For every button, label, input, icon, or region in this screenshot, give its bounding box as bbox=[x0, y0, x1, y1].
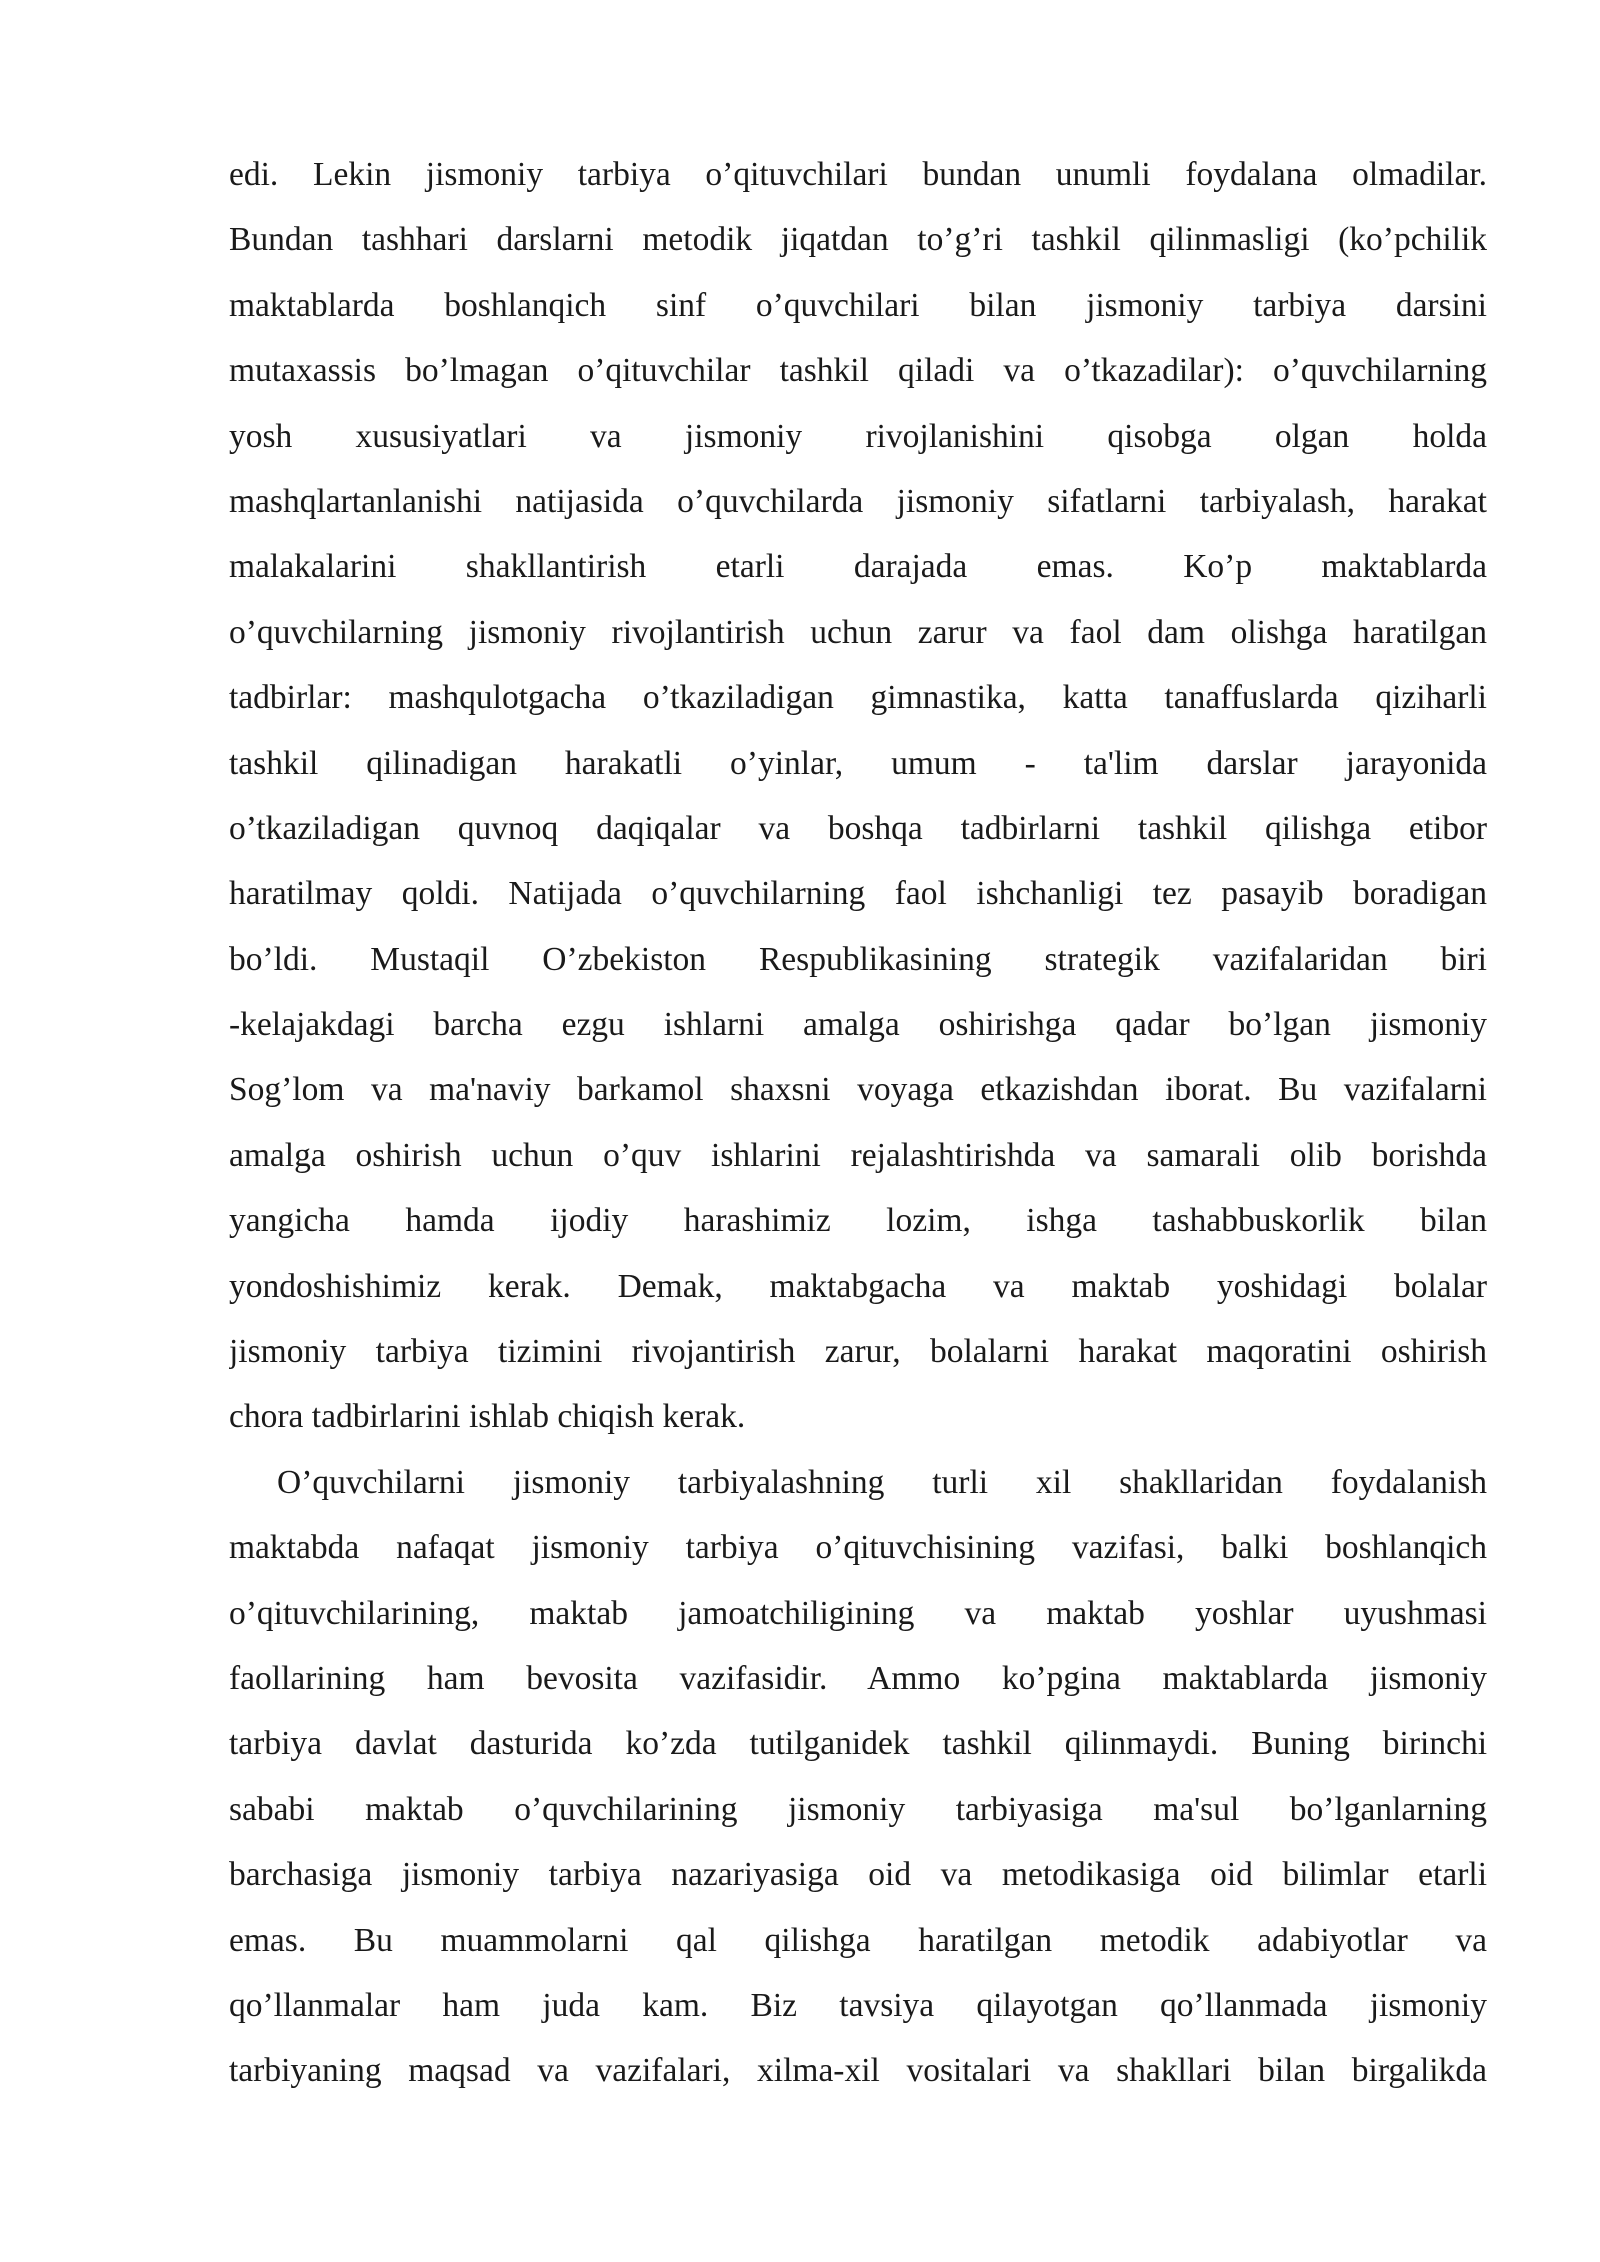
paragraph-first-line: O’quvchilarni jismoniy tarbiyalashning turli xil shakllaridan foydalanish bbox=[277, 1463, 1487, 1501]
text-line: tashkil qilinadigan harakatli o’yinlar, umum - ta'lim darslar jarayonida bbox=[229, 744, 1487, 782]
text-line: tarbiyaning maqsad va vazifalari, xilma-xil vositalari va shakllari bilan birgalikda bbox=[229, 2052, 1487, 2090]
text-line: barchasiga jismoniy tarbiya nazariyasiga oid va metodikasiga oid bilimlar etarli bbox=[229, 1856, 1487, 1894]
text-line: emas. Bu muammolarni qal qilishga haratilgan metodik adabiyotlar va bbox=[229, 1921, 1487, 1959]
text-line: yondoshishimiz kerak. Demak, maktabgacha va maktab yoshidagi bolalar bbox=[229, 1267, 1487, 1305]
text-line: Bundan tashhari darslarni metodik jiqatdan to’g’ri tashkil qilinmasligi (ko’pchilik bbox=[229, 221, 1487, 259]
text-line: Sog’lom va ma'naviy barkamol shaxsni voyaga etkazishdan iborat. Bu vazifalarni bbox=[229, 1071, 1487, 1109]
text-line: tadbirlar: mashqulotgacha o’tkaziladigan gimnastika, katta tanaffuslarda qiziharli bbox=[229, 679, 1487, 717]
text-line: o’qituvchilarining, maktab jamoatchiligining va maktab yoshlar uyushmasi bbox=[229, 1594, 1487, 1632]
text-line: sababi maktab o’quvchilarining jismoniy tarbiyasiga ma'sul bo’lganlarning bbox=[229, 1790, 1487, 1828]
text-line: maktabda nafaqat jismoniy tarbiya o’qituvchisining vazifasi, balki boshlanqich bbox=[229, 1529, 1487, 1567]
document-body bbox=[229, 142, 1487, 2104]
text-line: -kelajakdagi barcha ezgu ishlarni amalga oshirishga qadar bo’lgan jismoniy bbox=[229, 1006, 1487, 1044]
text-line: bo’ldi. Mustaqil O’zbekiston Respublikasining strategik vazifalaridan biri bbox=[229, 940, 1487, 978]
text-line: malakalarini shakllantirish etarli darajada emas. Ko’p maktablarda bbox=[229, 548, 1487, 586]
text-line: yangicha hamda ijodiy harashimiz lozim, ishga tashabbuskorlik bilan bbox=[229, 1202, 1487, 1240]
text-line: amalga oshirish uchun o’quv ishlarini rejalashtirishda va samarali olib borishda bbox=[229, 1136, 1487, 1174]
text-line: o’quvchilarning jismoniy rivojlantirish uchun zarur va faol dam olishga haratilgan bbox=[229, 613, 1487, 651]
text-line: faollarining ham bevosita vazifasidir. Ammo ko’pgina maktablarda jismoniy bbox=[229, 1659, 1487, 1697]
text-line: yosh xususiyatlari va jismoniy rivojlanishini qisobga olgan holda bbox=[229, 417, 1487, 455]
text-line: mutaxassis bo’lmagan o’qituvchilar tashkil qiladi va o’tkazadilar): o’quvchilarning bbox=[229, 352, 1487, 390]
text-line: haratilmay qoldi. Natijada o’quvchilarning faol ishchanligi tez pasayib boradigan bbox=[229, 875, 1487, 913]
text-line: qo’llanmalar ham juda kam. Biz tavsiya qilayotgan qo’llanmada jismoniy bbox=[229, 1986, 1487, 2024]
text-line: o’tkaziladigan quvnoq daqiqalar va boshqa tadbirlarni tashkil qilishga etibor bbox=[229, 809, 1487, 847]
text-line: maktablarda boshlanqich sinf o’quvchilari bilan jismoniy tarbiya darsini bbox=[229, 286, 1487, 324]
text-line: tarbiya davlat dasturida ko’zda tutilganidek tashkil qilinmaydi. Buning birinchi bbox=[229, 1725, 1487, 1763]
text-line: mashqlartanlanishi natijasida o’quvchilarda jismoniy sifatlarni tarbiyalash, harakat bbox=[229, 482, 1487, 520]
paragraph-end-line: chora tadbirlarini ishlab chiqish kerak. bbox=[229, 1398, 746, 1436]
text-line: edi. Lekin jismoniy tarbiya o’qituvchilari bundan unumli foydalana olmadilar. bbox=[229, 156, 1487, 193]
text-line: jismoniy tarbiya tizimini rivojantirish zarur, bolalarni harakat maqoratini oshirish bbox=[229, 1333, 1487, 1371]
